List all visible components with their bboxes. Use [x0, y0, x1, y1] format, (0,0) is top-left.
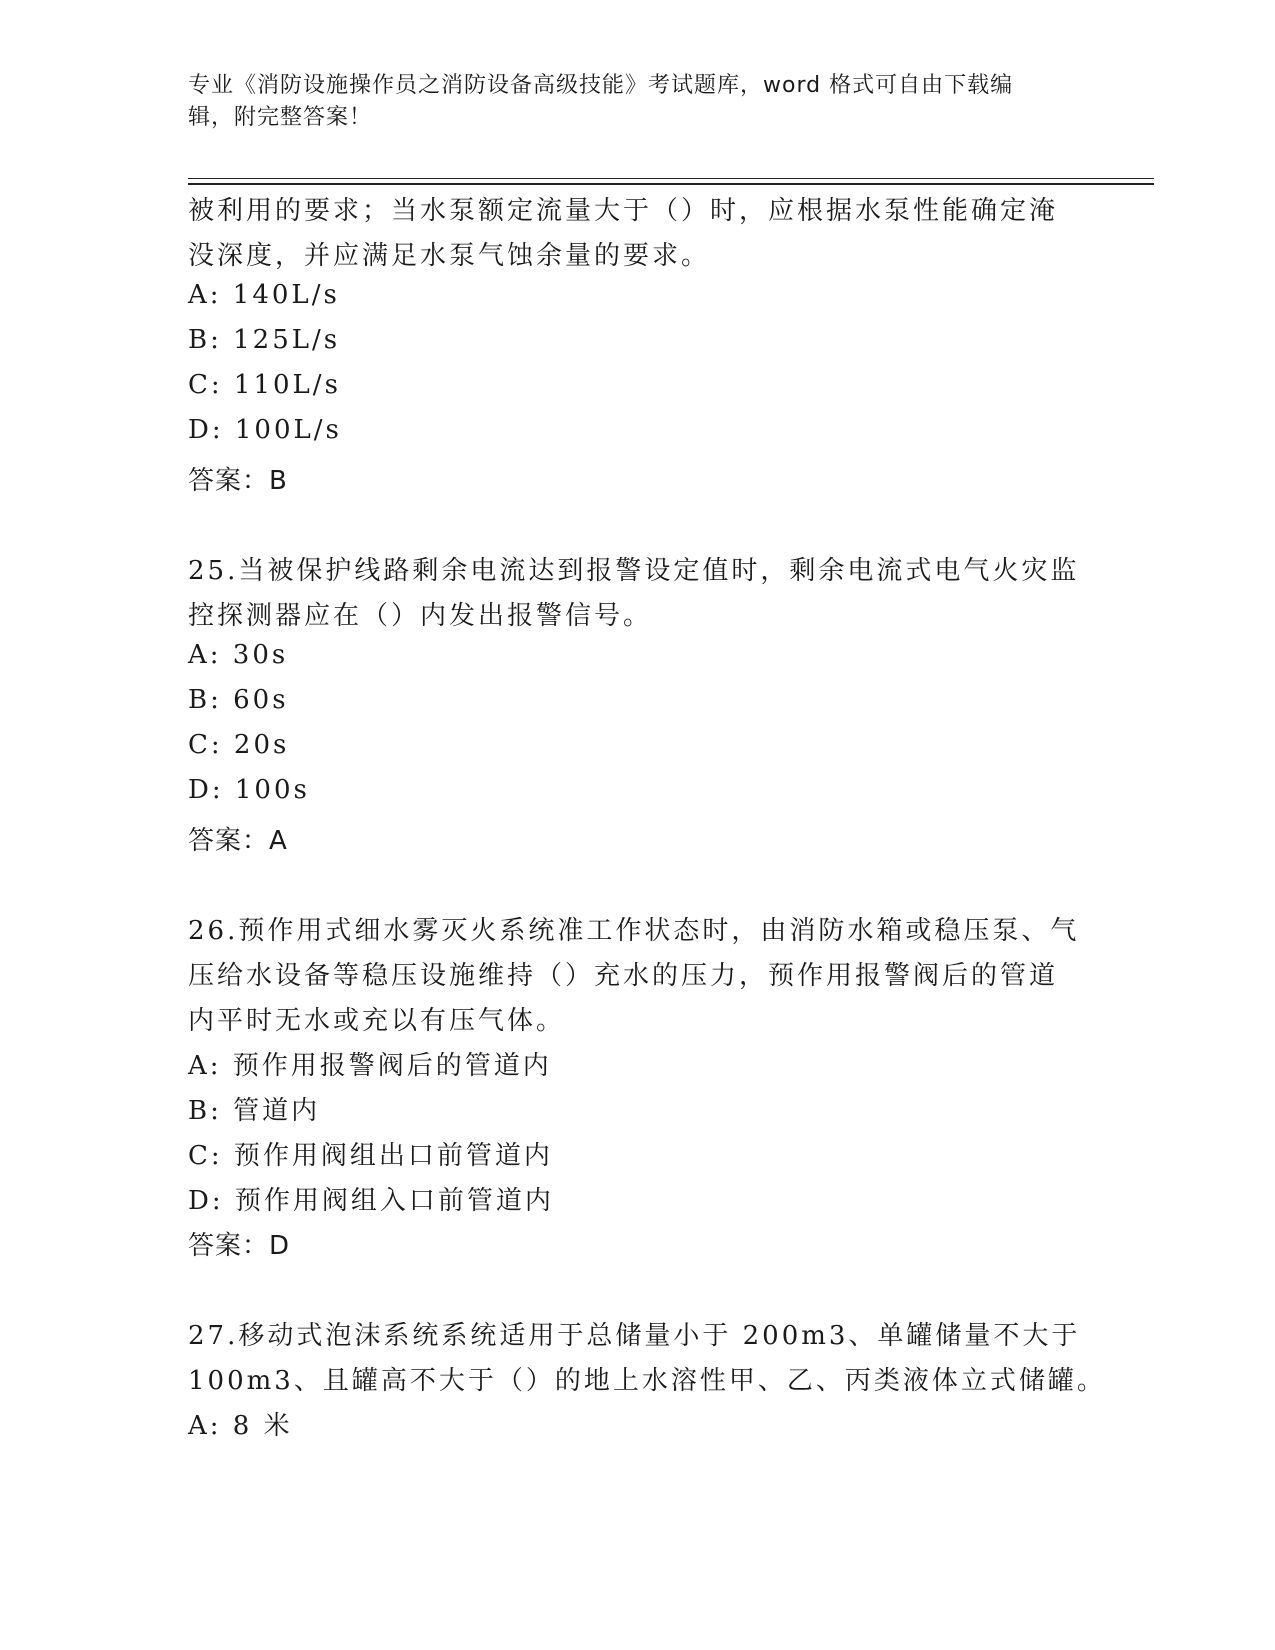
option-a: A: 预作用报警阀后的管道内: [188, 1051, 552, 1081]
option-c: C: 预作用阀组出口前管道内: [188, 1141, 553, 1171]
header-divider-thick: [188, 183, 1154, 185]
document-header: [188, 70, 1088, 134]
option-b: B: 125L/s: [188, 325, 341, 355]
option-a: A: 8 米: [188, 1411, 293, 1441]
answer-label: 答案：A: [188, 826, 288, 856]
option-d: D: 预作用阀组入口前管道内: [188, 1186, 554, 1216]
question-stem-line: 26.预作用式细水雾灭火系统准工作状态时，由消防水箱或稳压泵、气: [188, 916, 1080, 946]
option-a: A: 30s: [188, 640, 289, 670]
question-stem-line: 被利用的要求；当水泵额定流量大于（）时，应根据水泵性能确定淹: [188, 196, 1059, 226]
option-b: B: 管道内: [188, 1096, 321, 1126]
question-stem-line: 25.当被保护线路剩余电流达到报警设定值时，剩余电流式电气火灾监: [188, 556, 1080, 586]
answer-label: 答案：D: [188, 1231, 291, 1261]
question-stem-line: 没深度，并应满足水泵气蚀余量的要求。: [188, 241, 711, 271]
question-stem-line: 27.移动式泡沫系统系统适用于总储量小于 200m3、单罐储量不大于: [188, 1321, 1081, 1351]
option-d: D: 100L/s: [188, 415, 342, 445]
option-c: C: 110L/s: [188, 370, 341, 400]
option-b: B: 60s: [188, 685, 289, 715]
question-stem-line: 100m3、且罐高不大于（）的地上水溶性甲、乙、丙类液体立式储罐。: [188, 1366, 1106, 1396]
question-stem-line: 压给水设备等稳压设施维持（）充水的压力，预作用报警阀后的管道: [188, 961, 1059, 991]
option-a: A: 140L/s: [188, 280, 340, 310]
question-stem-line: 内平时无水或充以有压气体。: [188, 1006, 566, 1036]
answer-label: 答案：B: [188, 466, 288, 496]
option-d: D: 100s: [188, 775, 310, 805]
header-divider-thin: [188, 178, 1154, 179]
header-line-1: 专业《消防设施操作员之消防设备高级技能》考试题库，word 格式可自由下载编: [188, 73, 1014, 98]
header-line-2: 辑，附完整答案！: [188, 105, 373, 130]
question-stem-line: 控探测器应在（）内发出报警信号。: [188, 601, 653, 631]
option-c: C: 20s: [188, 730, 290, 760]
